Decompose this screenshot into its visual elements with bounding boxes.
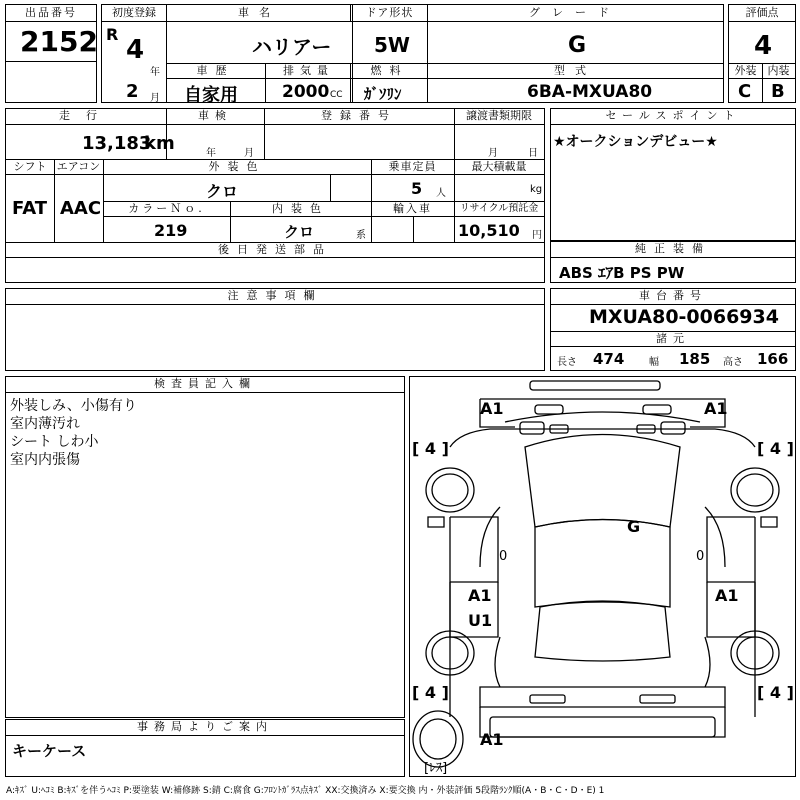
reg-year: 4 [126, 35, 145, 65]
int-grade: B [771, 81, 785, 102]
mileage-unit: km [144, 133, 175, 154]
notes-box [5, 288, 545, 371]
fuel: ｶﾞｿﾘﾝ [364, 85, 402, 103]
inspector-label: 検査員記入欄 [154, 377, 256, 390]
mark-tire-fr: [ 4 ] [757, 439, 794, 458]
ac: AAC [60, 198, 102, 219]
chassis-box [550, 288, 796, 371]
int-color-unit: 系 [356, 230, 366, 241]
sales-label: セールスポイント [605, 109, 741, 122]
door-type: 5W [374, 33, 410, 57]
chassis-number: MXUA80-0066934 [589, 306, 779, 328]
inspector-line-2: 室内薄汚れ [10, 416, 80, 432]
legend: A:ｷｽﾞ U:ﾍｺﾐ B:ｷｽﾞを伴うﾍｺﾐ P:要塗装 W:補修跡 S:錆 C:腐食 G:ﾌﾛﾝﾄｶﾞﾗｽ点ｷｽﾞ XX:交換済み X:要交換 内・外装評価 5段階ﾗﾝｸ順(A・B・C・D・E) 1 [6, 786, 605, 796]
shift: FAT [12, 198, 48, 219]
inspector-box [5, 376, 405, 718]
height: 166 [757, 350, 789, 368]
regno-label: 登録番号 [321, 109, 397, 122]
notes-label: 注意事項欄 [227, 289, 323, 302]
recycle-label: リサイクル預託金 [459, 203, 539, 214]
office-text: キーケース [12, 742, 87, 760]
mark-tire-rl: [ 4 ] [412, 683, 449, 702]
reg-month: 2 [126, 81, 139, 102]
load-label: 最大積載量 [471, 160, 527, 173]
name-label: 車名 [238, 6, 280, 19]
mark-zero-right: 0 [696, 549, 705, 564]
cc-unit: CC [330, 90, 343, 100]
office-box [5, 719, 405, 777]
color-number: 219 [154, 221, 188, 240]
vehicle-header [101, 4, 724, 106]
mark-door-left-2: U1 [468, 611, 493, 630]
lot-label: 出品番号 [25, 6, 77, 19]
reg-label: 初度登録 [112, 6, 156, 19]
spec-label: 諸元 [656, 332, 690, 345]
length: 474 [593, 350, 625, 368]
inspector-line-4: 室内内張傷 [10, 452, 80, 468]
lot-number: 2152 [20, 25, 98, 58]
mark-door-right: A1 [715, 586, 739, 605]
sales-point-box [550, 108, 796, 241]
int-label: 内装 [767, 64, 790, 77]
seats-label: 乗車定員 [388, 160, 437, 173]
ext-color: クロ [206, 182, 239, 201]
int-color: クロ [284, 223, 315, 241]
intcolor-label: 内装色 [272, 202, 329, 215]
len-label: 長さ [557, 357, 577, 368]
score-label: 評価点 [745, 6, 779, 19]
mark-front-left: A1 [480, 399, 504, 418]
inspection-year-unit: 年 [206, 148, 216, 159]
reg-year-unit: 年 [150, 67, 160, 78]
transfer-month: 月 [488, 148, 498, 159]
colorno-label: カラーＮｏ. [128, 202, 205, 215]
color-label: 外装色 [208, 160, 266, 173]
displacement: 2000 [282, 82, 330, 102]
recycle-unit: 円 [532, 230, 542, 241]
transfer-day: 日 [528, 148, 538, 159]
equip-text: ABS ｴｱB PS PW [559, 264, 685, 282]
mark-rear: A1 [480, 730, 504, 749]
wid-label: 幅 [649, 357, 659, 368]
score: 4 [754, 31, 773, 61]
transfer-label: 譲渡書類期限 [466, 109, 532, 122]
chassis-label: 車台番号 [639, 289, 707, 302]
mileage-label: 走行 [59, 109, 113, 122]
seats: 5 [411, 179, 423, 198]
mark-door-left-1: A1 [468, 586, 492, 605]
ext-grade: C [738, 81, 752, 102]
details-block [5, 108, 545, 283]
equipment-box [550, 241, 796, 283]
history-label: 車歴 [196, 64, 235, 77]
load-unit: kg [530, 184, 543, 195]
reg-era: R [106, 25, 119, 44]
import-label: 輸入車 [393, 202, 432, 215]
mark-spare: [ﾚｽ] [424, 761, 448, 776]
fuel-label: 燃料 [370, 64, 409, 77]
later-parts-label: 後日発送部品 [218, 243, 332, 256]
seats-unit: 人 [436, 188, 446, 199]
mark-glass: G [627, 517, 641, 536]
mark-front-right: A1 [704, 399, 728, 418]
recycle-fee: 10,510 [458, 221, 520, 240]
model-code: 6BA-MXUA80 [527, 82, 653, 102]
inspection-month-unit: 月 [244, 148, 254, 159]
mark-tire-fl: [ 4 ] [412, 439, 449, 458]
mark-zero-left: 0 [499, 549, 508, 564]
car-name: ハリアー [252, 35, 332, 59]
mark-tire-rr: [ 4 ] [757, 683, 794, 702]
lot-box [5, 4, 97, 103]
inspector-line-1: 外装しみ、小傷有り [10, 398, 137, 414]
history: 自家用 [184, 85, 238, 106]
office-label: 事務局よりご案内 [137, 720, 273, 733]
inspector-line-3: シート しわ小 [10, 434, 99, 450]
grade-label: グレード [529, 6, 621, 19]
width: 185 [679, 350, 711, 368]
reg-month-unit: 月 [150, 93, 160, 104]
ext-label: 外装 [734, 64, 757, 77]
model-label: 型式 [554, 64, 596, 77]
sales-text: ★オークションデビュー★ [553, 134, 718, 150]
door-label: ドア形状 [365, 6, 414, 19]
car-diagram [409, 376, 796, 777]
equip-label: 純正装備 [635, 242, 711, 255]
shift-label: シフト [13, 160, 47, 173]
car-diagram-svg [410, 377, 795, 776]
grade: G [568, 33, 587, 58]
hei-label: 高さ [723, 357, 743, 368]
inspection-label: 車検 [198, 109, 232, 122]
displacement-label: 排気量 [283, 64, 334, 77]
ac-label: エアコン [56, 160, 101, 173]
score-box [728, 4, 796, 103]
mileage: 13,183 [82, 133, 152, 154]
